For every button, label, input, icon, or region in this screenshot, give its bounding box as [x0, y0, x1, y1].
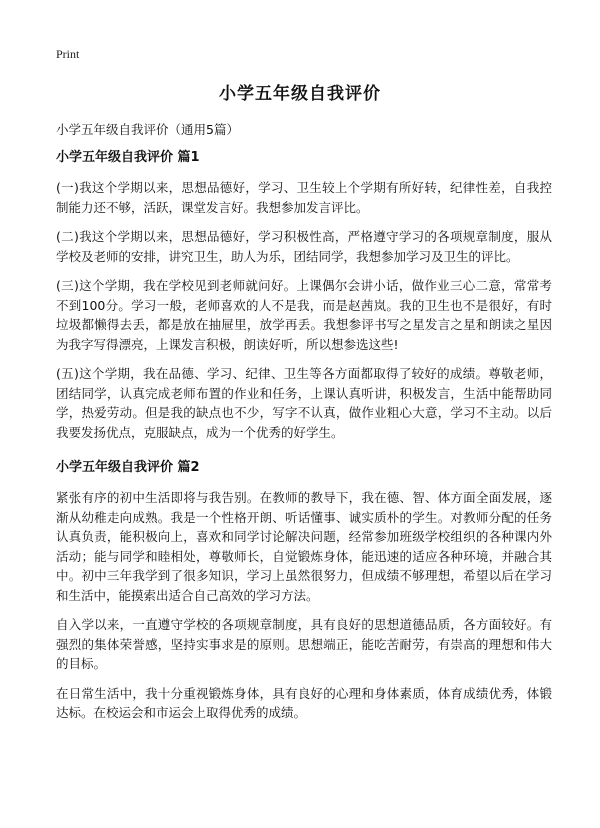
section-2 [56, 458, 552, 723]
page-title: 小学五年级自我评价 [219, 84, 381, 104]
article-subtitle: 小学五年级自我评价（通用5篇） [56, 122, 239, 137]
paragraph: 在日常生活中，我十分重视锻炼身体，具有良好的心理和身体素质，体育成绩优秀，体锻达标。在校运会和市运会上取得优秀的成绩。 [56, 685, 552, 720]
paragraph: (三)这个学期，我在学校见到老师就问好。上课偶尔会讲小话，做作业三心二意，常常考不到100分。学习一般，老师喜欢的人不是我，而是赵茜岚。我的卫生也不是很好，有时垃圾都懒得去丢，都是放在抽屉里，放学再丢。我想参评书写之星发言之星和朗读之星因为我字写得漂亮，上课发言积极，朗读好听，所以想参选这些! [56, 278, 552, 352]
paragraph: (二)我这个学期以来，思想品德好，学习积极性高，严格遵守学习的各项规章制度，服从学校及老师的安排，讲究卫生，助人为乐，团结同学，我想参加学习及卫生的评比。 [56, 229, 552, 264]
section-1 [56, 148, 552, 442]
paragraph: (一)我这个学期以来，思想品德好，学习、卫生较上个学期有所好转，纪律性差，自我控制能力还不够，活跃，课堂发言好。我想参加发言评比。 [56, 180, 552, 215]
print-link[interactable]: Print [56, 47, 80, 61]
article-body [56, 120, 552, 733]
paragraph: 自入学以来，一直遵守学校的各项规章制度，具有良好的思想道德品质，各方面较好。有强烈的集体荣誉感，坚持实事求是的原则。思想端正，能吃苦耐劳，有崇高的理想和伟大的目标。 [56, 617, 552, 671]
section-heading: 小学五年级自我评价 篇1 [56, 150, 200, 165]
paragraph: (五)这个学期，我在品德、学习、纪律、卫生等各方面都取得了较好的成绩。尊敬老师，团结同学，认真完成老师布置的作业和任务，上课认真听讲，积极发言，生活中能帮助同学，热爱劳动。但是我的缺点也不少，写字不认真，做作业粗心大意，学习不主动。以后我要发扬优点，克服缺点，成为一个优秀的好学生。 [56, 366, 552, 440]
section-heading: 小学五年级自我评价 篇2 [56, 460, 200, 475]
paragraph: 紧张有序的初中生活即将与我告别。在教师的教导下，我在德、智、体方面全面发展，逐渐从幼稚走向成熟。我是一个性格开朗、听话懂事、诚实质朴的学生。对教师分配的任务认真负责，能积极向上，喜欢和同学讨论解决问题，经常参加班级学校组织的各种课内外活动；能与同学和睦相处，尊敬师长，自觉锻炼身体，能迅速的适应各种环境，并融合其中。初中三年我学到了很多知识，学习上虽然很努力，但成绩不够理想，希望以后在学习和生活中，能摸索出适合自己高效的学习方法。 [56, 490, 552, 603]
